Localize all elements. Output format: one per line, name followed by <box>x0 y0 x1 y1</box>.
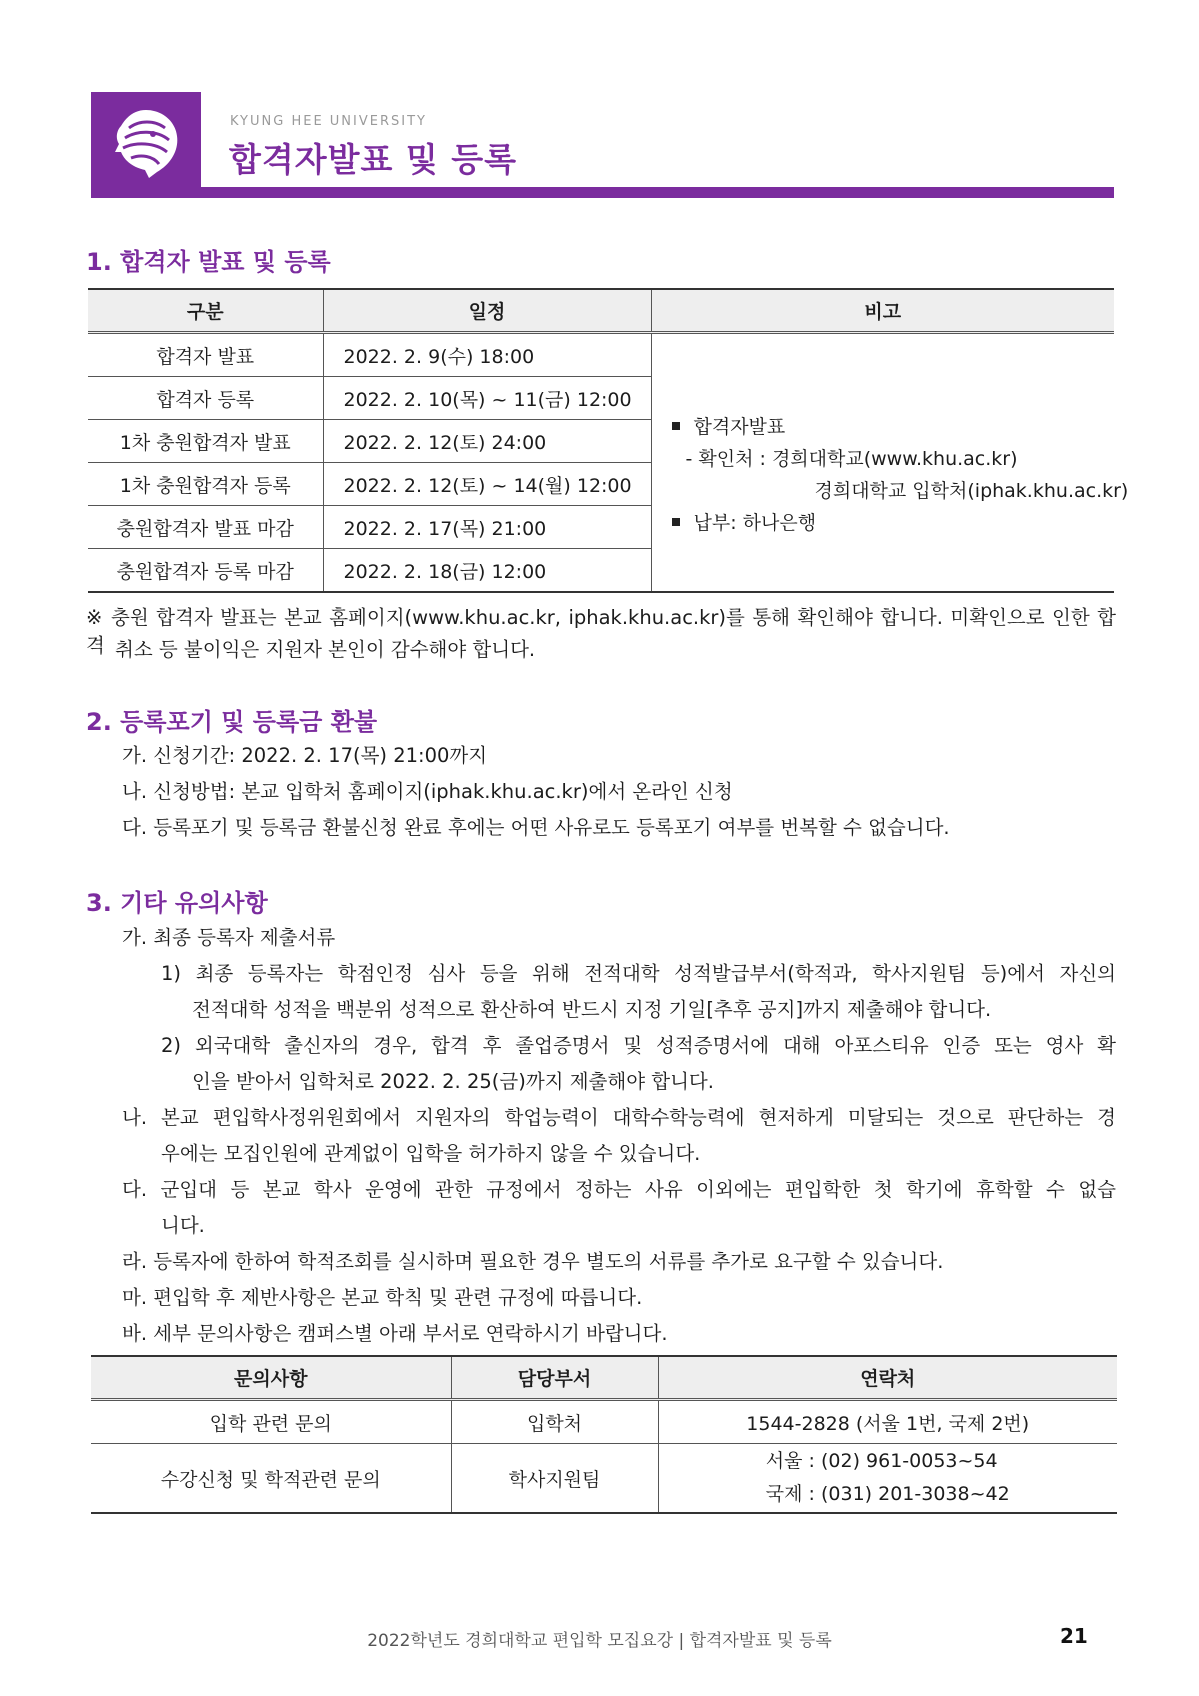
section2-item: 다. 등록포기 및 등록금 환불신청 완료 후에는 어떤 사유로도 등록포기 여부를 번복할 수 없습니다. <box>122 816 950 839</box>
inquiry-cell: 수강신청 및 학적관련 문의 <box>160 1468 381 1491</box>
table-row <box>91 1444 1117 1514</box>
inquiry-cell: 입학 관련 문의 <box>91 1400 451 1444</box>
note-confirm-site: - 확인처 : 경희대학교(www.khu.ac.kr) <box>685 448 1018 470</box>
contact-seoul: 서울 : (02) 961-0053~54 <box>765 1450 998 1472</box>
row-category: 충원합격자 발표 마감 <box>88 506 323 549</box>
note-item-payment <box>672 508 817 535</box>
section3-heading: 3. 기타 유의사항 <box>86 889 268 917</box>
table-row <box>91 1400 1117 1444</box>
col-header-category: 구분 <box>88 289 323 333</box>
dept-cell: 입학처 <box>451 1400 658 1444</box>
note-item-announcement <box>672 412 786 439</box>
section1-remark-line1: ※ 충원 합격자 발표는 본교 홈페이지(www.khu.ac.kr, iphak.khu.ac.kr)를 통해 확인해야 합니다. 미확인으로 인한 합격 <box>86 606 1116 657</box>
page-number: 21 <box>1060 1624 1088 1648</box>
col-header-schedule: 일정 <box>323 289 651 333</box>
col-header-contact: 연락처 <box>658 1356 1117 1400</box>
footer-text: 2022학년도 경희대학교 편입학 모집요강 | 합격자발표 및 등록 <box>367 1631 832 1651</box>
col-header-dept: 담당부서 <box>451 1356 658 1400</box>
notice-ra: 라. 등록자에 한하여 학적조회를 실시하며 필요한 경우 별도의 서류를 추가로 요구할 수 있습니다. <box>122 1250 944 1273</box>
university-name: KYUNG HEE UNIVERSITY <box>230 114 427 129</box>
notice-na-line2: 우에는 모집인원에 관계없이 입학을 허가하지 않을 수 있습니다. <box>161 1142 701 1165</box>
row-schedule: 2022. 2. 9(수) 18:00 <box>323 333 651 377</box>
notice-ga: 가. 최종 등록자 제출서류 <box>122 926 336 949</box>
section1-remark-line2: 취소 등 불이익은 지원자 본인이 감수해야 합니다. <box>115 638 536 661</box>
contact-global: 국제 : (031) 201-3038~42 <box>765 1483 1010 1505</box>
section2-heading: 2. 등록포기 및 등록금 환불 <box>86 708 378 736</box>
note-item-label: 납부: 하나은행 <box>693 512 817 534</box>
notice-ga1-line1: 1) 최종 등록자는 학점인정 심사 등을 위해 전적대학 성적발급부서(학적과, 학사지원팀 등)에서 자신의 <box>161 962 1116 985</box>
notice-ba: 바. 세부 문의사항은 캠퍼스별 아래 부서로 연락하시기 바랍니다. <box>122 1322 668 1345</box>
row-schedule: 2022. 2. 17(목) 21:00 <box>323 506 651 549</box>
contact-cell: 1544-2828 (서울 1번, 국제 2번) <box>658 1400 1117 1444</box>
row-schedule: 2022. 2. 18(금) 12:00 <box>323 549 651 593</box>
note-cell <box>651 333 1129 593</box>
notice-na-line1: 나. 본교 편입학사정위원회에서 지원자의 학업능력이 대학수학능력에 현저하게 미달되는 것으로 판단하는 경 <box>122 1106 1116 1129</box>
header-divider-bar <box>91 187 1114 198</box>
row-category: 합격자 발표 <box>88 333 323 377</box>
schedule-table <box>88 288 1129 593</box>
col-header-inquiry: 문의사항 <box>91 1356 451 1400</box>
lion-logo-icon <box>109 106 183 182</box>
notice-da-line2: 니다. <box>161 1214 205 1237</box>
row-schedule: 2022. 2. 10(목) ~ 11(금) 12:00 <box>323 377 651 420</box>
section2-item: 가. 신청기간: 2022. 2. 17(목) 21:00까지 <box>122 744 488 767</box>
notice-ga2-line1: 2) 외국대학 출신자의 경우, 합격 후 졸업증명서 및 성적증명서에 대해 아포스티유 인증 또는 영사 확 <box>161 1034 1116 1057</box>
col-header-note: 비고 <box>651 289 1114 333</box>
square-bullet-icon <box>672 518 680 526</box>
page-title: 합격자발표 및 등록 <box>229 140 518 179</box>
contact-table <box>91 1355 1117 1514</box>
notice-ga2-line2: 인을 받아서 입학처로 2022. 2. 25(금)까지 제출해야 합니다. <box>192 1070 714 1093</box>
row-schedule: 2022. 2. 12(토) ~ 14(월) 12:00 <box>323 463 651 506</box>
header-logo-box <box>91 92 201 196</box>
table-row <box>88 333 1114 377</box>
section1-heading: 1. 합격자 발표 및 등록 <box>86 248 331 276</box>
notice-ma: 마. 편입학 후 제반사항은 본교 학칙 및 관련 규정에 따릅니다. <box>122 1286 643 1309</box>
notice-ga1-line2: 전적대학 성적을 백분위 성적으로 환산하여 반드시 지정 기일[추후 공지]까지 제출해야 합니다. <box>192 998 992 1021</box>
notice-da-line1: 다. 군입대 등 본교 학사 운영에 관한 규정에서 정하는 사유 이외에는 편입학한 첫 학기에 휴학할 수 없습 <box>122 1178 1116 1201</box>
dept-cell: 학사지원팀 <box>451 1444 658 1514</box>
square-bullet-icon <box>672 422 680 430</box>
section2-item: 나. 신청방법: 본교 입학처 홈페이지(iphak.khu.ac.kr)에서 온라인 신청 <box>122 780 733 803</box>
row-category: 합격자 등록 <box>88 377 323 420</box>
row-category: 1차 충원합격자 발표 <box>88 420 323 463</box>
contact-cell <box>658 1444 1117 1514</box>
note-item-label: 합격자발표 <box>693 416 786 438</box>
row-category: 1차 충원합격자 등록 <box>88 463 323 506</box>
note-confirm-site-2: 경희대학교 입학처(iphak.khu.ac.kr) <box>814 480 1129 502</box>
row-category: 충원합격자 등록 마감 <box>116 560 294 583</box>
row-schedule: 2022. 2. 12(토) 24:00 <box>323 420 651 463</box>
